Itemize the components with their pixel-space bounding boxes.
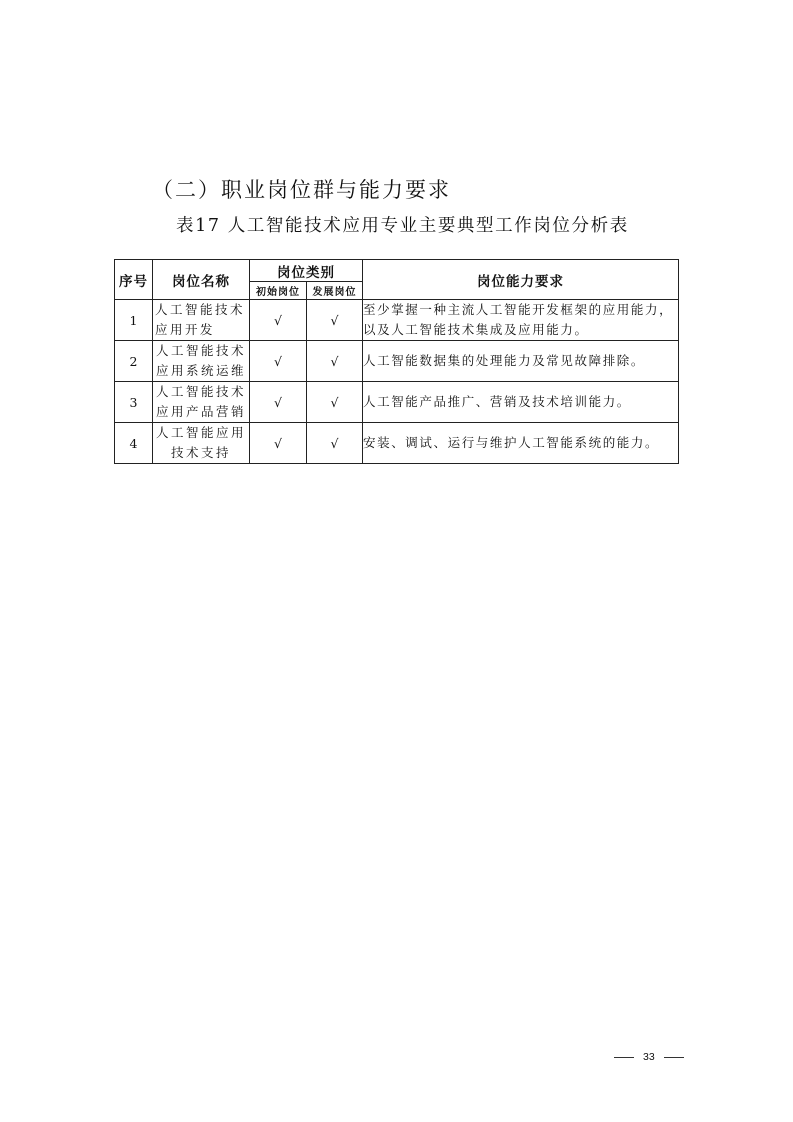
header-category: 岗位类别 [250, 260, 363, 282]
footer-dash-left [614, 1057, 634, 1058]
ability-line: 至少掌握一种主流人工智能开发框架的应用能力， [363, 302, 674, 317]
row-ability [363, 382, 679, 423]
row-ability [363, 423, 679, 464]
table-caption: 表17 人工智能技术应用专业主要典型工作岗位分析表 [176, 216, 629, 236]
job-name-line: 人工智能技术 [155, 384, 246, 399]
development-check: √ [307, 382, 363, 423]
job-name-line: 技术支持 [170, 445, 231, 460]
table-header-row [115, 260, 679, 282]
table-row [115, 300, 679, 341]
row-job-name [153, 300, 250, 341]
table-row [115, 423, 679, 464]
initial-check: √ [250, 423, 307, 464]
footer-dash-right [664, 1057, 684, 1058]
page-footer [614, 1050, 684, 1064]
job-name-line: 应用开发 [155, 322, 216, 337]
job-name-line: 应用系统运维 [155, 363, 246, 378]
header-ability: 岗位能力要求 [363, 260, 679, 300]
row-index: 1 [115, 300, 153, 341]
initial-check: √ [250, 382, 307, 423]
header-job-name: 岗位名称 [153, 260, 250, 300]
job-name-line: 人工智能技术 [155, 302, 246, 317]
row-job-name [153, 423, 250, 464]
row-job-name [153, 341, 250, 382]
job-name-line: 人工智能应用 [155, 425, 246, 440]
ability-line: 以及人工智能技术集成及应用能力。 [363, 322, 589, 337]
ability-line: 人工智能数据集的处理能力及常见故障排除。 [363, 353, 646, 368]
row-index: 4 [115, 423, 153, 464]
ability-line: 人工智能产品推广、营销及技术培训能力。 [363, 394, 631, 409]
development-check: √ [307, 423, 363, 464]
page-number: 33 [643, 1051, 655, 1063]
row-ability [363, 341, 679, 382]
row-ability [363, 300, 679, 341]
row-index: 3 [115, 382, 153, 423]
table-row [115, 382, 679, 423]
development-check: √ [307, 300, 363, 341]
ability-line: 安装、调试、运行与维护人工智能系统的能力。 [363, 435, 660, 450]
table-row [115, 341, 679, 382]
job-analysis-table [114, 259, 679, 464]
header-development: 发展岗位 [307, 282, 363, 300]
row-index: 2 [115, 341, 153, 382]
header-initial: 初始岗位 [250, 282, 307, 300]
job-name-line: 应用产品营销 [155, 404, 246, 419]
initial-check: √ [250, 300, 307, 341]
row-job-name [153, 382, 250, 423]
development-check: √ [307, 341, 363, 382]
job-name-line: 人工智能技术 [155, 343, 246, 358]
section-heading: （二）职业岗位群与能力要求 [152, 178, 451, 202]
header-index: 序号 [115, 260, 153, 300]
initial-check: √ [250, 341, 307, 382]
